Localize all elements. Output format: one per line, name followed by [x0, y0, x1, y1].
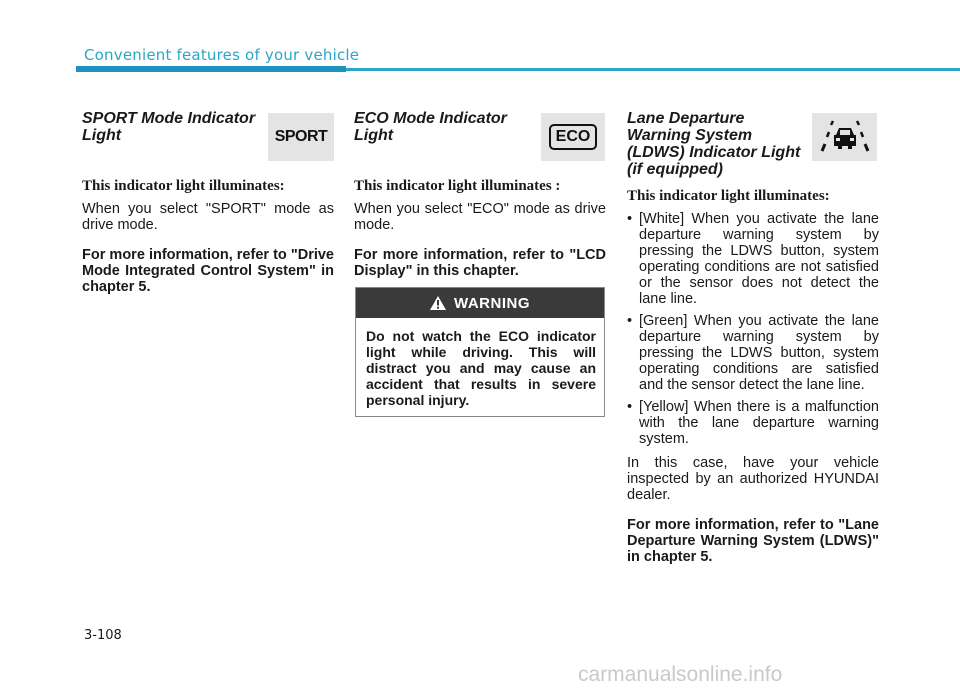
list-item: • [White] When you activate the lane departure warning system by pressing the LDWS button, system operating conditions are not satisfied or the sensor does not detect the lane line. — [627, 211, 879, 307]
warning-text: Do not watch the ECO indicator light while driving. This will distract you and may cause an accident that results in severe personal injury. — [366, 328, 596, 408]
page-number: 3-108 — [84, 628, 122, 643]
sport-icon-label: SPORT — [274, 128, 328, 145]
warning-triangle-icon — [430, 296, 446, 310]
eco-title: ECO Mode Indicator Light — [354, 110, 507, 144]
sport-indicator-icon — [268, 113, 334, 161]
list-item: • [Yellow] When there is a malfunction with the lane departure warning system. — [627, 399, 879, 447]
warning-header — [356, 288, 604, 318]
eco-body: When you select "ECO" mode as drive mode. — [354, 201, 606, 233]
eco-indicator-icon — [541, 113, 605, 161]
watermark: carmanualsonline.info — [578, 663, 783, 686]
warning-box — [355, 287, 605, 417]
ldws-more: For more information, refer to "Lane Departure Warning System (LDWS)" in chapter 5. — [627, 517, 879, 565]
list-item: • [Green] When you activate the lane departure warning system by pressing the LDWS button, system operating conditions are satisfied and the sensor detect the lane line. — [627, 313, 879, 393]
ldws-bullet-list — [627, 211, 879, 447]
lane-departure-icon — [812, 113, 877, 161]
sport-body: When you select "SPORT" mode as drive mode. — [82, 201, 334, 233]
section-header: Convenient features of your vehicle — [84, 46, 360, 64]
sport-subhead: This indicator light illuminates: — [82, 178, 285, 194]
eco-subhead: This indicator light illuminates : — [354, 178, 561, 194]
warning-label: WARNING — [454, 294, 530, 312]
ldws-title: Lane Departure Warning System (LDWS) Indicator Light (if equipped) — [627, 110, 801, 178]
sport-title: SPORT Mode Indicator Light — [82, 110, 256, 144]
ldws-section — [627, 110, 879, 579]
ldws-note: In this case, have your vehicle inspected by an authorized HYUNDAI dealer. — [627, 455, 879, 503]
eco-icon-label: ECO — [549, 124, 598, 150]
header-rule-accent — [76, 66, 346, 72]
sport-more: For more information, refer to "Drive Mode Integrated Control System" in chapter 5. — [82, 247, 334, 295]
eco-more: For more information, refer to "LCD Display" in this chapter. — [354, 247, 606, 279]
car-lane-icon — [817, 118, 873, 156]
ldws-subhead: This indicator light illuminates: — [627, 188, 830, 204]
